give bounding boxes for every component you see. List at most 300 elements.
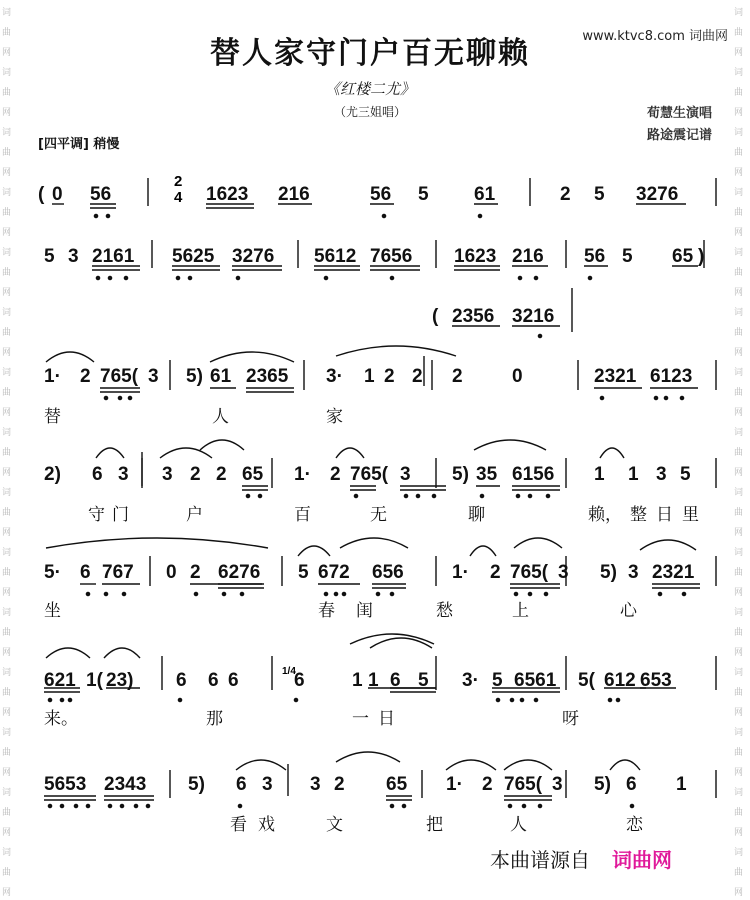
note: 1 [676,774,687,795]
lyric: 人 [212,407,229,427]
note: 1 [628,464,639,485]
note: 5( [578,670,595,691]
watermark-glyph: 网 [734,528,744,538]
octave-dot [654,396,657,399]
note: 2 [482,774,493,795]
score-row-4 [44,366,692,427]
score-row-3 [432,306,554,327]
note: 3276 [232,246,275,267]
footer-text: 本曲谱源自 [490,848,590,872]
octave-dot [658,592,661,595]
watermark-glyph: 曲 [2,568,12,578]
watermark-glyph: 网 [2,648,12,658]
watermark-glyph: 网 [2,408,12,418]
octave-dot [376,592,379,595]
watermark-glyph: 网 [734,588,744,598]
tie-arc [336,346,456,356]
octave-dot [680,396,683,399]
note: 5 [298,562,309,583]
watermark-glyph: 词 [2,728,12,738]
octave-dot [478,214,481,217]
note: 2161 [92,246,135,267]
watermark-glyph: 词 [734,128,744,138]
watermark-glyph: 网 [734,228,744,238]
note: 765( [100,366,139,387]
note: 0 [512,366,523,387]
note: 2 [334,774,345,795]
watermark-glyph: 词 [734,368,744,378]
note: 65 [242,464,264,485]
note: 1 [364,366,375,387]
note: 6 [236,774,247,795]
note: 5) [186,366,203,387]
lyric: 守 [88,505,105,525]
watermark-glyph: 词 [2,548,12,558]
lyric: 百 [294,505,311,525]
octave-dot [238,804,241,807]
watermark-glyph: 网 [2,528,12,538]
watermark-glyph: 网 [2,228,12,238]
lyric: 坐 [44,601,61,621]
note: 3· [326,366,343,387]
note: 1· [294,464,311,485]
note: 621 [44,670,76,691]
tie-arc [470,546,496,556]
octave-dot [520,698,523,701]
watermark-glyph: 曲 [734,28,744,38]
note: 5) [452,464,469,485]
watermark-glyph: 词 [2,668,12,678]
tie-arc [298,546,330,556]
note: 3 [68,246,79,267]
watermark-glyph: 词 [734,608,744,618]
note: 2 [560,184,571,205]
watermark-glyph: 网 [734,348,744,358]
note: 6 [228,670,239,691]
note: 3216 [512,306,555,327]
note: 3 [262,774,273,795]
note: 6 [80,562,91,583]
watermark-glyph: 曲 [734,148,744,158]
watermark-glyph: 词 [2,8,12,18]
octave-dot [382,214,385,217]
watermark-glyph: 网 [734,408,744,418]
note: 6 [626,774,637,795]
note: 1 [594,464,605,485]
lyric: 赖， [588,505,622,525]
watermark-glyph: 词 [2,188,12,198]
watermark-glyph: 曲 [2,688,12,698]
lyric: 无 [370,505,387,525]
note: 767 [102,562,134,583]
note: 61 [210,366,232,387]
octave-dot [534,276,537,279]
watermark-glyph: 曲 [2,808,12,818]
lyric: 恋 [626,815,643,835]
octave-dot [522,804,525,807]
note: 5612 [314,246,357,267]
watermark-glyph: 网 [734,828,744,838]
octave-dot [518,276,521,279]
watermark-glyph: 词 [734,668,744,678]
note: 5 [492,670,503,691]
octave-dot [528,494,531,497]
note: 3 [118,464,129,485]
octave-dot [402,804,405,807]
note: 3· [462,670,479,691]
note: 672 [318,562,350,583]
credit-transcriber: 路途震记谱 [646,128,712,143]
octave-dot [146,804,149,807]
watermark-glyph: 网 [734,888,744,898]
octave-dot [294,698,297,701]
watermark-glyph: 网 [2,108,12,118]
tie-arc [210,352,294,362]
tie-arc [160,448,212,458]
score-row-6 [44,562,695,621]
octave-dot [354,494,357,497]
octave-dot [48,804,51,807]
octave-dot [222,592,225,595]
octave-dot [188,276,191,279]
watermark-glyph: 曲 [2,88,12,98]
note: 2343 [104,774,147,795]
octave-dot [324,276,327,279]
note: 1· [452,562,469,583]
watermark-glyph: 曲 [2,868,12,878]
watermark-glyph: 网 [2,828,12,838]
tie-arc [236,760,286,770]
watermark-glyph: 曲 [734,268,744,278]
tie-arc [504,760,552,770]
note: 3 [558,562,569,583]
note: 5 [44,246,55,267]
octave-dot [104,592,107,595]
note: 6 [390,670,401,691]
note: 2) [44,464,61,485]
score-row-8 [44,774,687,835]
watermark-glyph: 词 [734,248,744,258]
watermark-glyph: 词 [2,428,12,438]
watermark-glyph: 曲 [2,268,12,278]
lyric: 心 [620,601,637,621]
note: 1623 [454,246,497,267]
octave-dot [544,592,547,595]
tie-arc [640,540,696,550]
lyric: 日 [378,709,395,729]
note: 5625 [172,246,215,267]
lyric: 上 [512,601,529,621]
watermark-glyph: 网 [734,468,744,478]
octave-dot [104,396,107,399]
note: 5) [188,774,205,795]
watermark-glyph: 网 [2,48,12,58]
tie-arc [600,448,624,458]
note: 5 [680,464,691,485]
note: 56 [90,184,112,205]
octave-dot [404,494,407,497]
watermark-glyph: 曲 [734,868,744,878]
octave-dot [324,592,327,595]
watermark-glyph: 词 [2,368,12,378]
credit-singer: 荀慧生演唱 [646,106,712,121]
note: 2 [412,366,423,387]
watermark-glyph: 词 [734,68,744,78]
note: 1· [446,774,463,795]
note: 2 [330,464,341,485]
note: 2 [190,562,201,583]
watermark-glyph: 网 [734,108,744,118]
note: 2 [452,366,463,387]
watermark-glyph: 曲 [734,88,744,98]
note: 2321 [652,562,695,583]
lyric: 呀 [562,709,579,729]
octave-dot [514,592,517,595]
opera-subtitle: 《红楼二尤》 [324,80,415,98]
octave-dot [246,494,249,497]
lyric: 来。 [44,709,78,729]
octave-dot [516,494,519,497]
tie-arc [336,448,364,458]
note: 2 [490,562,501,583]
note: 3 [162,464,173,485]
octave-dot [86,592,89,595]
lyric: 看 [230,815,247,835]
octave-dot [588,276,591,279]
lyric: 把 [426,815,443,835]
octave-dot [534,698,537,701]
score-row-1 [38,173,678,206]
lyric: 家 [326,407,343,427]
note: 2 [384,366,395,387]
octave-dot [176,276,179,279]
site-url[interactable]: www.ktvc8.com 词曲网 [582,29,728,44]
octave-dot [416,494,419,497]
watermark-glyph: 网 [2,288,12,298]
octave-dot [96,276,99,279]
octave-dot [48,698,51,701]
watermark-glyph: 词 [2,68,12,78]
watermark-glyph: 曲 [2,748,12,758]
lyric: 春 [318,601,335,621]
lyric: 戏 [258,815,275,835]
octave-dot [616,698,619,701]
tie-arc [474,440,546,450]
watermark-glyph: 词 [2,248,12,258]
tie-arc [336,752,400,762]
watermark-glyph: 曲 [2,148,12,158]
octave-dot [390,276,393,279]
watermark-glyph: 网 [2,168,12,178]
watermark-glyph: 词 [734,188,744,198]
watermark-glyph: 曲 [2,28,12,38]
octave-dot [236,276,239,279]
note: 1623 [206,184,249,205]
octave-dot [608,698,611,701]
octave-dot [538,804,541,807]
watermark-glyph: 曲 [734,628,744,638]
octave-dot [86,804,89,807]
source-footer [490,844,672,873]
note: 1( [86,670,103,691]
octave-dot [94,214,97,217]
watermark-glyph: 曲 [2,628,12,638]
octave-dot [682,592,685,595]
score-row-2 [44,246,704,267]
note: 5· [44,562,61,583]
tie-arc [200,440,244,450]
octave-dot [508,804,511,807]
watermark-glyph: 曲 [734,508,744,518]
octave-dot [538,334,541,337]
lyric: 一 [352,709,369,729]
tie-arc [46,352,94,362]
tie-arc [46,648,90,658]
octave-dot [134,804,137,807]
note: 3 [400,464,411,485]
note: 2321 [594,366,637,387]
watermark-glyph: 曲 [734,328,744,338]
lyric: 闺 [356,601,373,621]
grace-note: 1/4 [282,666,296,677]
note: 23) [106,670,134,691]
octave-dot [240,592,243,595]
note: 6276 [218,562,261,583]
octave-dot [664,396,667,399]
lyric: 愁 [436,601,453,621]
note: 61 [474,184,496,205]
note: 5 [594,184,605,205]
watermark-glyph: 网 [2,888,12,898]
tie-arc [46,538,268,548]
lyric: 文 [326,815,343,835]
octave-dot [334,592,337,595]
watermark-glyph: 词 [734,488,744,498]
note: 3276 [636,184,679,205]
note: ) [698,246,705,267]
lyric: 那 [206,709,223,729]
note: 656 [372,562,404,583]
note: 216 [278,184,310,205]
song-title: 替人家守门户百无聊赖 [210,36,530,71]
watermark-glyph: 曲 [2,448,12,458]
note: 1· [44,366,61,387]
watermark-glyph: 网 [2,708,12,718]
watermark-glyph: 曲 [2,508,12,518]
octave-dot [528,592,531,595]
note: 0 [52,184,63,205]
note: 7656 [370,246,413,267]
watermark-glyph: 网 [2,768,12,778]
note: 5 [622,246,633,267]
watermark-glyph: 网 [734,288,744,298]
lyric: 人 [510,815,527,835]
note: 3 [148,366,159,387]
watermark-glyph: 曲 [734,568,744,578]
note: 6 [92,464,103,485]
tie-arc [610,760,640,770]
note: 6123 [650,366,693,387]
note: 2 [216,464,227,485]
note: 765( [504,774,543,795]
note: ( [38,184,45,205]
octave-dot [510,698,513,701]
watermark-glyph: 曲 [2,208,12,218]
tempo-marking: [四平调] 稍慢 [38,137,120,152]
note: 5653 [44,774,87,795]
footer-brand-link[interactable]: 词曲网 [612,848,672,872]
note: 765( [510,562,549,583]
watermark-glyph: 曲 [2,388,12,398]
watermark-glyph: 词 [2,788,12,798]
octave-dot [74,804,77,807]
octave-dot [480,494,483,497]
watermark-glyph: 曲 [734,688,744,698]
watermark-glyph: 曲 [734,388,744,398]
note: 6561 [514,670,557,691]
watermark-glyph: 词 [734,8,744,18]
score-row-7 [44,666,672,729]
note: 5) [600,562,617,583]
watermark-glyph: 曲 [2,328,12,338]
note: 1 [368,670,379,691]
octave-dot [118,396,121,399]
octave-dot [108,804,111,807]
lyric: 里 [682,505,699,525]
octave-dot [342,592,345,595]
note: 5) [594,774,611,795]
octave-dot [546,494,549,497]
note: 1 [352,670,363,691]
watermark-glyph: 词 [734,428,744,438]
tie-arc [340,538,408,548]
watermark-glyph: 词 [734,308,744,318]
lyric: 替 [44,407,61,427]
lyric: 日 [656,505,673,525]
tie-arc [514,538,562,548]
note: 765( [350,464,389,485]
octave-dot [60,698,63,701]
note: 35 [476,464,498,485]
watermark-glyph: 词 [2,128,12,138]
watermark-glyph: 词 [2,848,12,858]
watermark-glyph: 词 [2,308,12,318]
lyric: 聊 [468,505,485,525]
note: 2 [80,366,91,387]
watermark-glyph: 网 [734,48,744,58]
watermark-glyph: 网 [734,708,744,718]
watermark-glyph: 词 [2,608,12,618]
watermark-glyph: 网 [2,468,12,478]
octave-dot [128,396,131,399]
watermark-glyph: 词 [734,548,744,558]
note: 6 [176,670,187,691]
octave-dot [390,804,393,807]
tie-arc [104,648,140,658]
octave-dot [120,804,123,807]
note: 56 [370,184,392,205]
note: 653 [640,670,672,691]
octave-dot [178,698,181,701]
note: 2365 [246,366,289,387]
note: 56 [584,246,606,267]
watermark-glyph: 词 [734,848,744,858]
note: 2356 [452,306,495,327]
note: 3 [310,774,321,795]
note: 612 [604,670,636,691]
watermark-glyph: 词 [2,488,12,498]
tie-arc [446,760,496,770]
